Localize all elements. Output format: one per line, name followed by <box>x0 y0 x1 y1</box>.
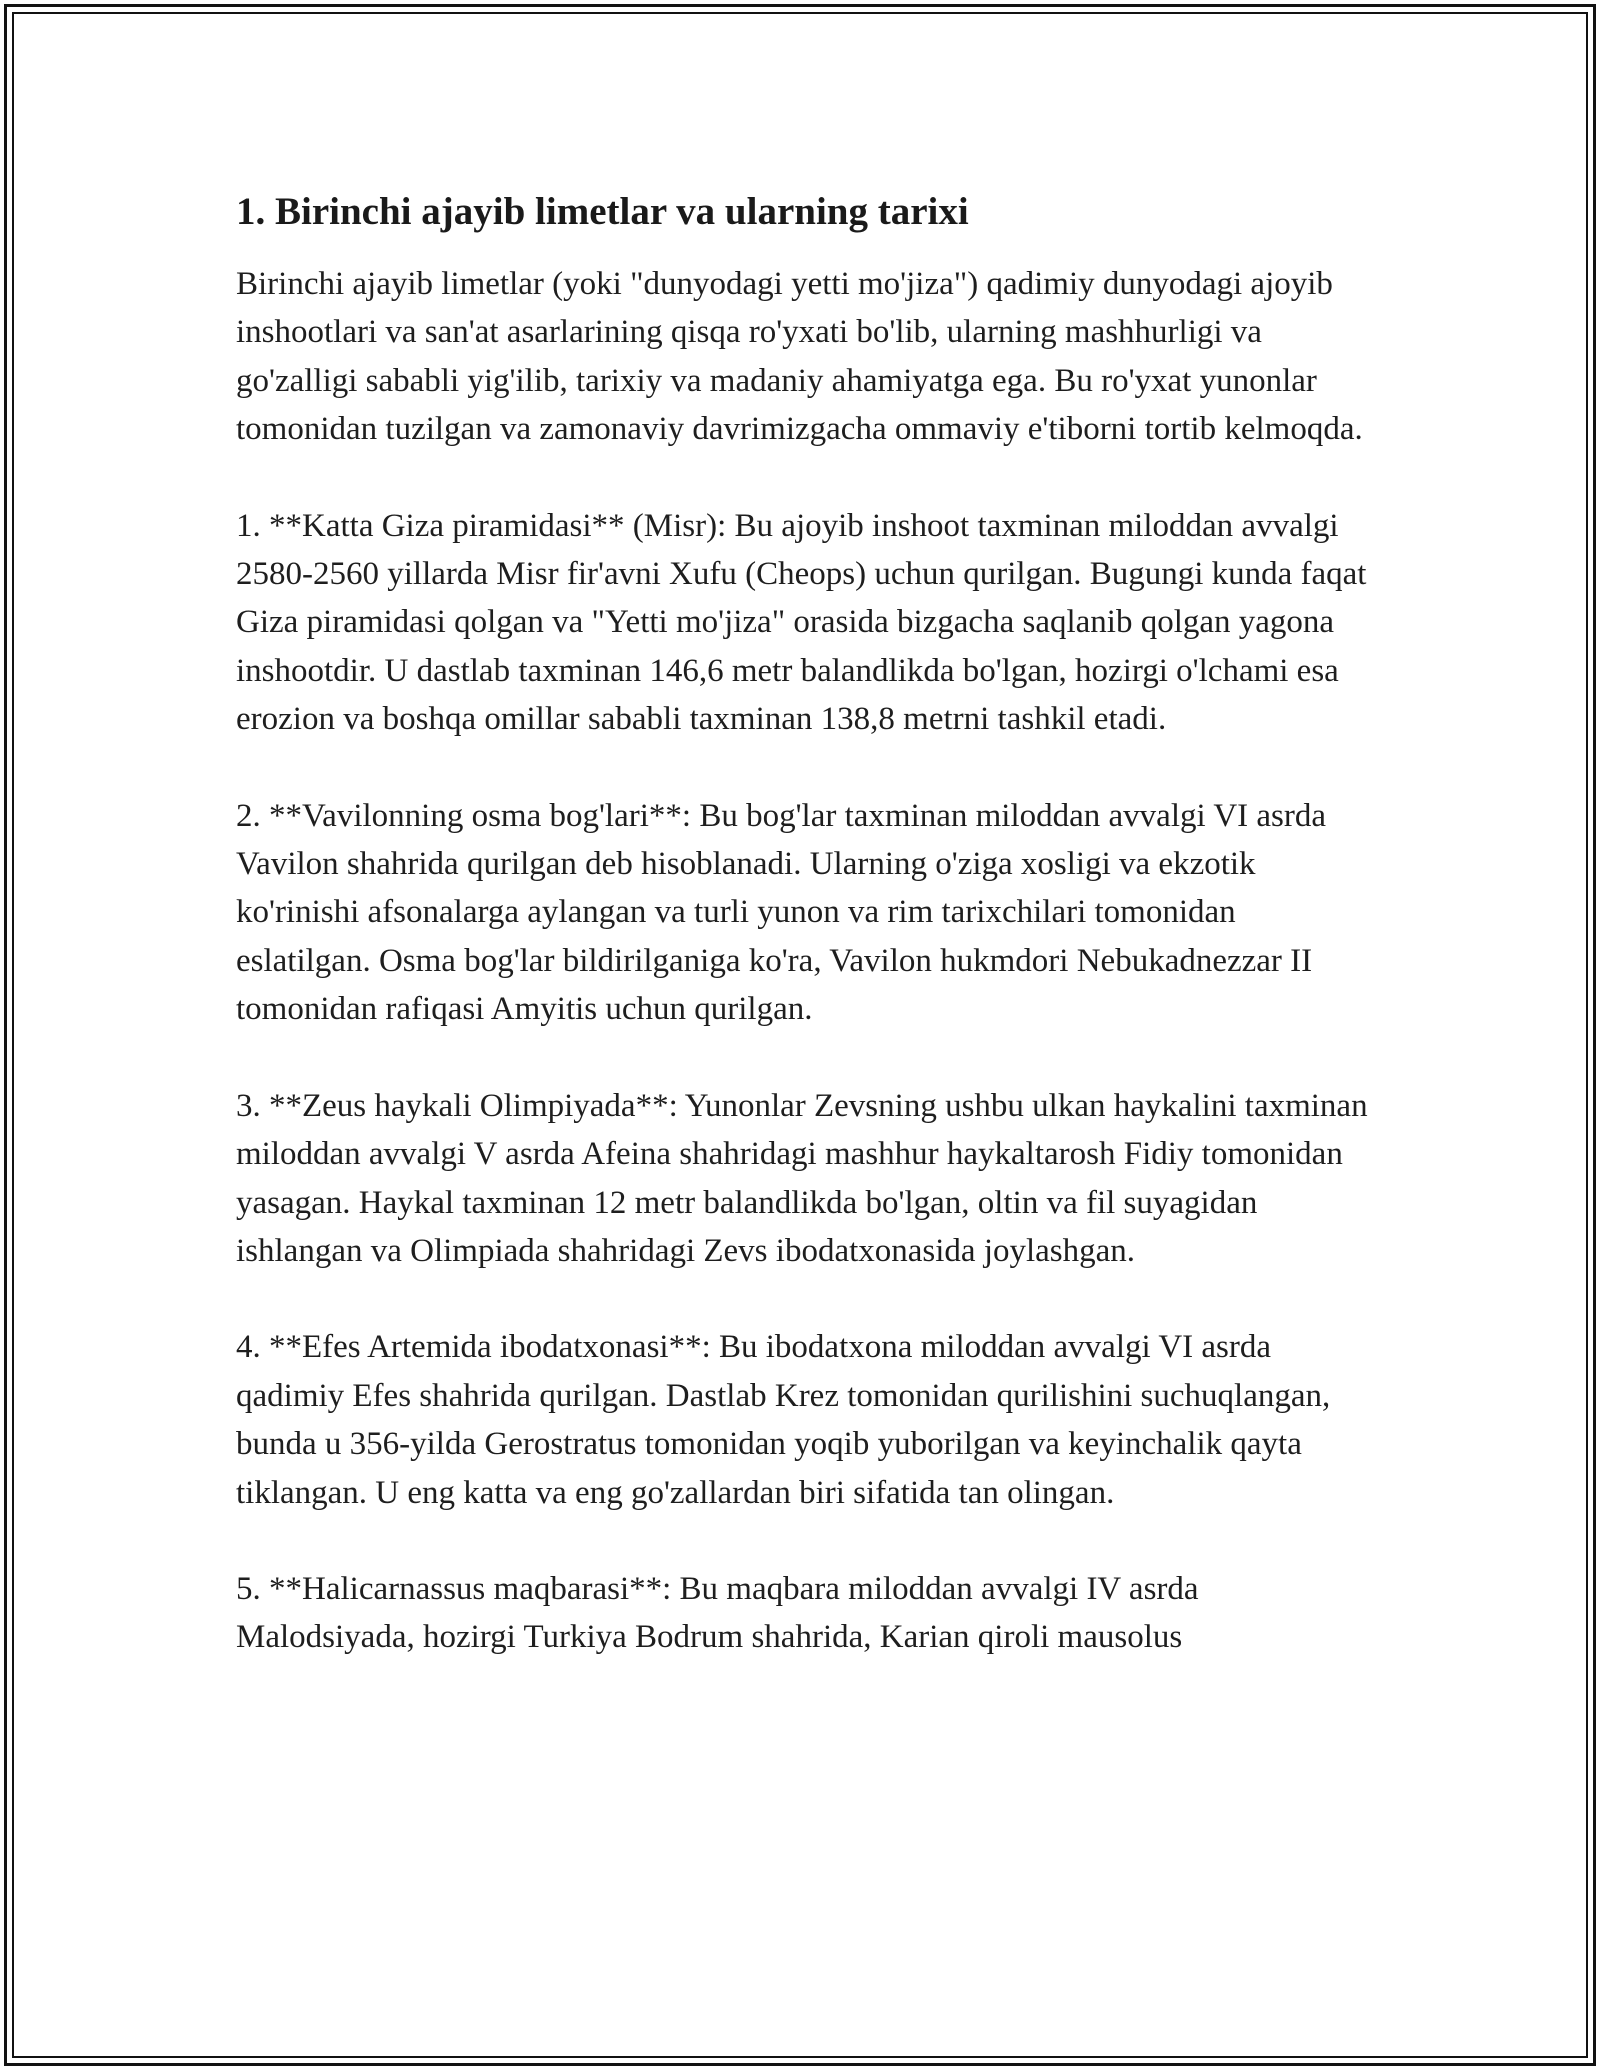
document-title: 1. Birinchi ajayib limetlar va ularning tarixi <box>236 190 969 233</box>
document-body <box>236 186 1376 1710</box>
wonder-paragraph-zeus: 3. **Zeus haykali Olimpiyada**: Yunonlar Zevsning ushbu ulkan haykalini taxminan miloddan avvalgi V asrda Afeina shahridagi mashhur haykaltarosh Fidiy tomonidan yasagan. Haykal taxminan 12 metr balandlikda bo'lgan, oltin va fil suyagidan ishlangan va Olimpiada shahridagi Zevs ibodatxonasida joylashgan. <box>236 1087 1368 1269</box>
wonder-paragraph-halicarnassus: 5. **Halicarnassus maqbarasi**: Bu maqbara miloddan avvalgi IV asrda Malodsiyada, hozirgi Turkiya Bodrum shahrida, Karian qiroli mausolus <box>236 1570 1199 1656</box>
intro-paragraph: Birinchi ajayib limetlar (yoki "dunyodagi yetti mo'jiza") qadimiy dunyodagi ajoyib inshootlari va san'at asarlarining qisqa ro'yxati bo'lib, ularning mashhurligi va go'zalligi sababli yig'ilib, tarixiy va madaniy ahamiyatga ega. Bu ro'yxat yunonlar tomonidan tuzilgan va zamonaviy davrimizgacha ommaviy e'tiborni tortib kelmoqda. <box>236 266 1363 448</box>
wonder-paragraph-giza: 1. **Katta Giza piramidasi** (Misr): Bu ajoyib inshoot taxminan miloddan avvalgi 2580-2560 yillarda Misr fir'avni Xufu (Cheops) uchun qurilgan. Bugungi kunda faqat Giza piramidasi qolgan va "Yetti mo'jiza" orasida bizgacha saqlanib qolgan yagona inshootdir. U dastlab taxminan 146,6 metr balandlikda bo'lgan, hozirgi o'lchami esa erozion va boshqa omillar sababli taxminan 138,8 metrni tashkil etadi. <box>236 507 1367 738</box>
wonder-paragraph-artemis: 4. **Efes Artemida ibodatxonasi**: Bu ibodatxona miloddan avvalgi VI asrda qadimiy Efes shahrida qurilgan. Dastlab Krez tomonidan qurilishini suchuqlangan, bunda u 356-yilda Gerostratus tomonidan yoqib yuborilgan va keyinchalik qayta tiklangan. U eng katta va eng go'zallardan biri sifatida tan olingan. <box>236 1329 1331 1511</box>
wonder-paragraph-babylon: 2. **Vavilonning osma bog'lari**: Bu bog'lar taxminan miloddan avvalgi VI asrda Vavilon shahrida qurilgan deb hisoblanadi. Ularning o'ziga xosligi va ekzotik ko'rinishi afsonalarga aylangan va turli yunon va rim tarixchilari tomonidan eslatilgan. Osma bog'lar bildirilganiga ko'ra, Vavilon hukmdori Nebukadnezzar II tomonidan rafiqasi Amyitis uchun qurilgan. <box>236 797 1327 1028</box>
